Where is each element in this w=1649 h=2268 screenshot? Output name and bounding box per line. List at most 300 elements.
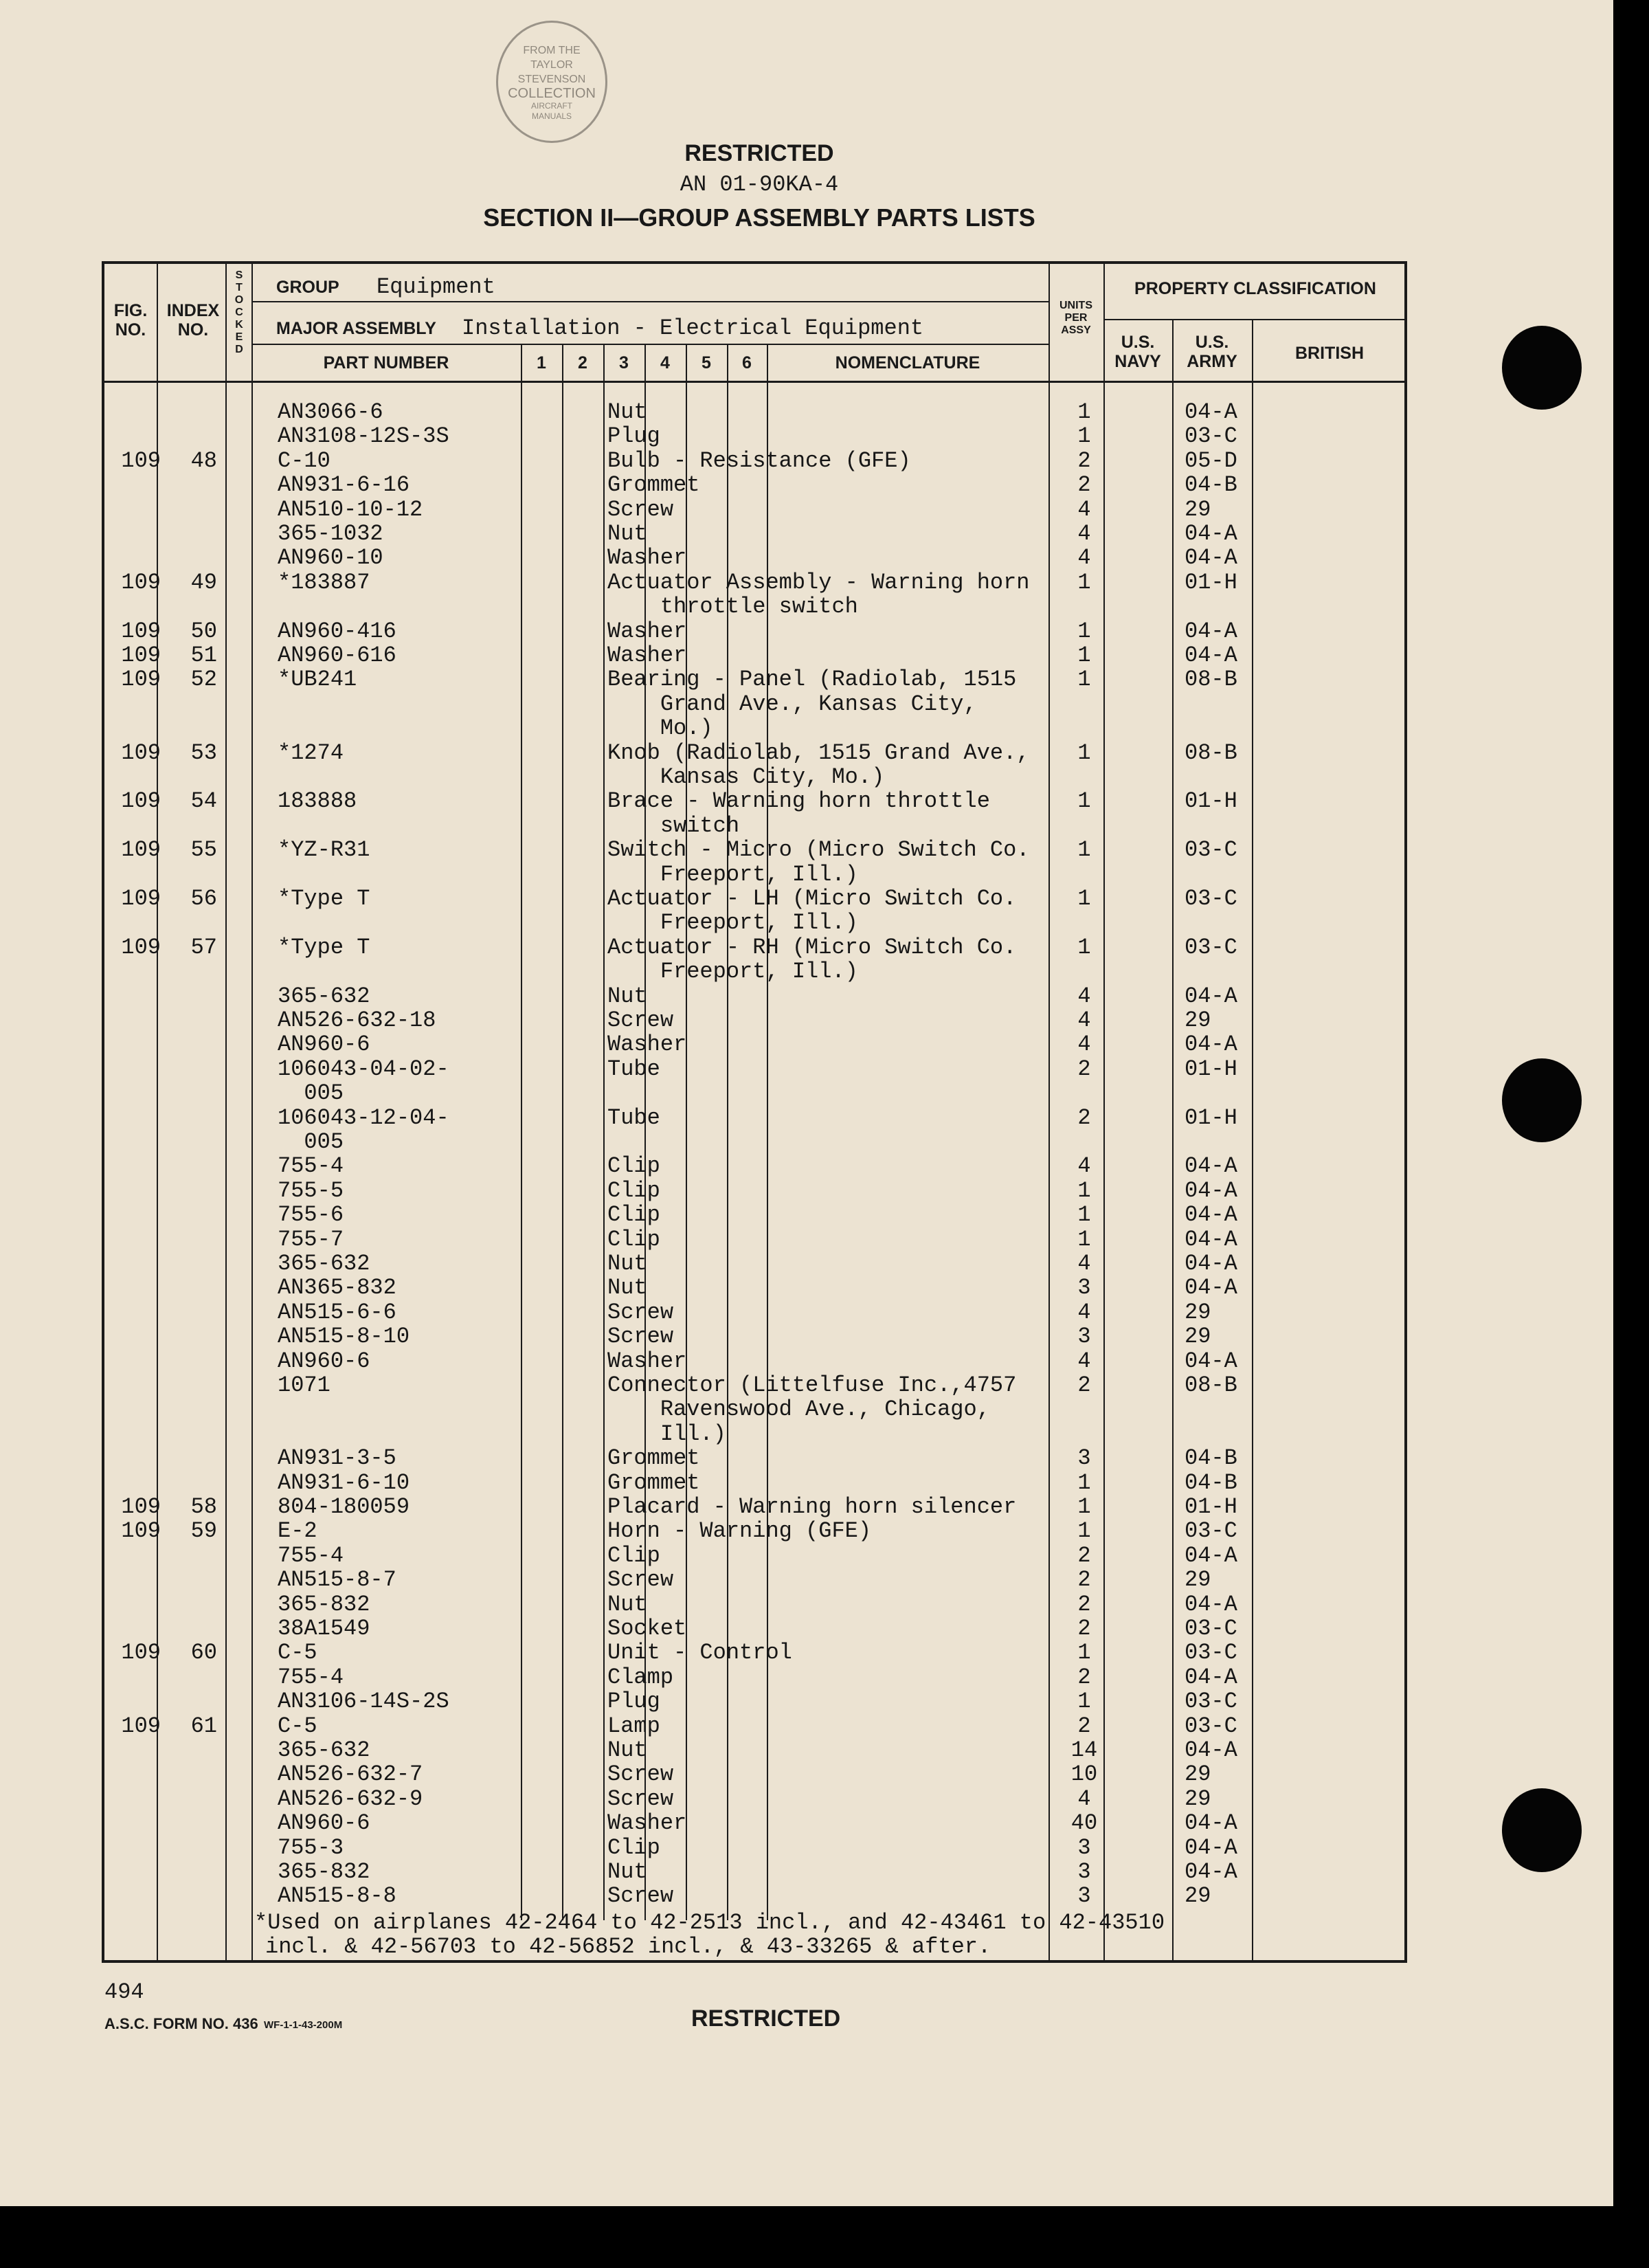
stamp-line: COLLECTION: [508, 86, 596, 101]
cell-units: 1: [1077, 1178, 1091, 1203]
major-assembly-label: MAJOR ASSEMBLY: [276, 319, 436, 338]
cell-units: 1: [1077, 619, 1091, 644]
table-row: [0, 1081, 1443, 1105]
cell-units: 1: [1077, 399, 1091, 425]
cell-units: 1: [1077, 788, 1091, 814]
cell-army: 04-A: [1185, 545, 1237, 570]
header-divider: [251, 344, 1048, 345]
table-row: [0, 1787, 1443, 1811]
table-row: [0, 498, 1443, 522]
cell-units: 3: [1077, 1859, 1091, 1885]
table-row: [0, 1592, 1443, 1616]
cell-nom: Horn - Warning (GFE): [607, 1518, 872, 1544]
table-row: [0, 789, 1443, 813]
nomenclature-header: NOMENCLATURE: [835, 353, 980, 373]
cell-army: 01-H: [1185, 1494, 1237, 1520]
cell-nom: Screw: [607, 1008, 674, 1033]
section-title: SECTION II—GROUP ASSEMBLY PARTS LISTS: [483, 203, 1035, 232]
cell-army: 04-A: [1185, 619, 1237, 644]
cell-units: 4: [1077, 1153, 1091, 1179]
cell-index: 48: [190, 448, 217, 474]
table-row: [0, 1860, 1443, 1884]
cell-army: 03-C: [1185, 423, 1237, 449]
cell-part: AN931-6-10: [278, 1470, 410, 1496]
group-value: Equipment: [377, 274, 495, 300]
cell-part: AN960-616: [278, 643, 396, 668]
restricted-footer: RESTRICTED: [691, 2005, 841, 2032]
cell-army: 04-B: [1185, 1445, 1237, 1471]
cell-part: 005: [278, 1129, 344, 1155]
cell-army: 03-C: [1185, 1713, 1237, 1739]
cell-units: 2: [1077, 1543, 1091, 1568]
table-row: [0, 1641, 1443, 1665]
cell-nom: Nut: [607, 1859, 647, 1885]
col-6-header: 6: [742, 353, 752, 373]
cell-units: 1: [1077, 1494, 1091, 1520]
cell-units: 4: [1077, 983, 1091, 1009]
cell-nom: Grommet: [607, 1445, 700, 1471]
table-row: [0, 400, 1443, 424]
cell-part: AN960-6: [278, 1348, 370, 1374]
footnote-line-1: *Used on airplanes 42-2464 to 42-2513 incl., and 42-43461 to 42-43510: [254, 1910, 1165, 1935]
cell-army: 04-B: [1185, 472, 1237, 498]
cell-army: 04-A: [1185, 1835, 1237, 1860]
cell-fig: 109: [121, 1494, 161, 1520]
table-row: [0, 911, 1443, 935]
cell-units: 3: [1077, 1883, 1091, 1909]
cell-units: 1: [1077, 667, 1091, 692]
cell-part: 755-6: [278, 1202, 344, 1227]
cell-nom: Unit - Control: [607, 1640, 792, 1665]
col-3-header: 3: [619, 353, 629, 373]
cell-part: AN510-10-12: [278, 497, 423, 522]
cell-nom: Freeport, Ill.): [607, 862, 858, 887]
table-row: [0, 1422, 1443, 1446]
document-number: AN 01-90KA-4: [680, 172, 839, 197]
cell-units: 2: [1077, 448, 1091, 474]
cell-nom: Ill.): [607, 1421, 726, 1447]
cell-part: 365-632: [278, 983, 370, 1009]
cell-army: 04-A: [1185, 1202, 1237, 1227]
cell-part: 755-3: [278, 1835, 344, 1860]
us-army-header: U.S. ARMY: [1187, 333, 1237, 371]
cell-army: 03-C: [1185, 1689, 1237, 1714]
cell-units: 1: [1077, 935, 1091, 960]
cell-units: 1: [1077, 837, 1091, 863]
cell-part: 804-180059: [278, 1494, 410, 1520]
cell-nom: Actuator Assembly - Warning horn: [607, 570, 1030, 595]
table-row: [0, 1519, 1443, 1543]
cell-part: C-5: [278, 1713, 317, 1739]
index-no-header: INDEX NO.: [166, 301, 220, 340]
cell-fig: 109: [121, 1640, 161, 1665]
header-divider: [1103, 319, 1407, 320]
cell-nom: Connector (Littelfuse Inc.,4757: [607, 1372, 1017, 1398]
cell-units: 2: [1077, 1567, 1091, 1592]
stamp-line: AIRCRAFT: [531, 101, 572, 111]
cell-nom: Switch - Micro (Micro Switch Co.: [607, 837, 1030, 863]
cell-fig: 109: [121, 448, 161, 474]
cell-nom: Washer: [607, 1348, 687, 1374]
cell-part: AN3066-6: [278, 399, 383, 425]
cell-units: 3: [1077, 1275, 1091, 1300]
cell-army: 01-H: [1185, 570, 1237, 595]
cell-nom: Grand Ave., Kansas City,: [607, 691, 977, 717]
cell-nom: Actuator - LH (Micro Switch Co.: [607, 886, 1017, 911]
cell-army: 29: [1185, 1300, 1211, 1325]
col-4-header: 4: [660, 353, 670, 373]
cell-units: 1: [1077, 1470, 1091, 1496]
cell-army: 04-A: [1185, 1665, 1237, 1690]
cell-part: AN960-6: [278, 1032, 370, 1057]
cell-part: AN515-8-8: [278, 1883, 396, 1909]
cell-part: 365-832: [278, 1592, 370, 1617]
cell-army: 05-D: [1185, 448, 1237, 474]
stocked-header: S T O C K E D: [234, 269, 244, 355]
cell-part: 755-5: [278, 1178, 344, 1203]
binder-hole: [1502, 326, 1582, 410]
cell-index: 55: [190, 837, 217, 863]
cell-units: 40: [1070, 1810, 1098, 1836]
cell-part: 755-4: [278, 1153, 344, 1179]
property-classification-header: PROPERTY CLASSIFICATION: [1134, 279, 1376, 298]
cell-army: 04-A: [1185, 1032, 1237, 1057]
table-row: [0, 1008, 1443, 1032]
cell-nom: Nut: [607, 1592, 647, 1617]
cell-nom: Nut: [607, 521, 647, 546]
cell-index: 61: [190, 1713, 217, 1739]
cell-nom: Screw: [607, 497, 674, 522]
cell-part: AN931-6-16: [278, 472, 410, 498]
cell-nom: Nut: [607, 1275, 647, 1300]
cell-nom: Grommet: [607, 1470, 700, 1496]
table-row: [0, 765, 1443, 789]
cell-part: 365-632: [278, 1251, 370, 1276]
cell-nom: Nut: [607, 399, 647, 425]
cell-units: 4: [1077, 545, 1091, 570]
cell-army: 04-A: [1185, 1348, 1237, 1374]
cell-army: 03-C: [1185, 837, 1237, 863]
table-row: [0, 1324, 1443, 1348]
cell-army: 08-B: [1185, 667, 1237, 692]
cell-nom: switch: [607, 813, 740, 838]
table-row: [0, 838, 1443, 862]
cell-units: 4: [1077, 1348, 1091, 1374]
cell-units: 4: [1077, 1251, 1091, 1276]
cell-units: 2: [1077, 1713, 1091, 1739]
cell-nom: Tube: [607, 1056, 660, 1082]
cell-nom: Plug: [607, 423, 660, 449]
cell-nom: Nut: [607, 1251, 647, 1276]
cell-army: 04-A: [1185, 1810, 1237, 1836]
group-label: GROUP: [276, 278, 339, 297]
col-1-header: 1: [537, 353, 546, 373]
cell-army: 01-H: [1185, 1056, 1237, 1082]
table-row: [0, 1811, 1443, 1835]
header-divider: [251, 301, 1048, 302]
cell-part: AN515-8-7: [278, 1567, 396, 1592]
cell-part: 106043-12-04-: [278, 1105, 449, 1131]
cell-fig: 109: [121, 935, 161, 960]
cell-units: 1: [1077, 1640, 1091, 1665]
cell-part: AN3108-12S-3S: [278, 423, 449, 449]
cell-part: AN526-632-9: [278, 1786, 423, 1812]
cell-nom: Washer: [607, 643, 687, 668]
cell-army: 04-A: [1185, 1227, 1237, 1252]
col-2-header: 2: [578, 353, 587, 373]
table-row: [0, 1689, 1443, 1713]
table-row: [0, 1179, 1443, 1203]
table-row: [0, 1714, 1443, 1738]
cell-units: 10: [1070, 1761, 1098, 1787]
cell-units: 3: [1077, 1835, 1091, 1860]
cell-fig: 109: [121, 886, 161, 911]
cell-part: AN3106-14S-2S: [278, 1689, 449, 1714]
cell-nom: Washer: [607, 619, 687, 644]
cell-index: 53: [190, 740, 217, 766]
cell-nom: Clamp: [607, 1665, 674, 1690]
table-row: [0, 1373, 1443, 1397]
cell-units: 1: [1077, 1689, 1091, 1714]
table-row: [0, 814, 1443, 838]
table-row: [0, 1665, 1443, 1689]
cell-nom: Screw: [607, 1786, 674, 1812]
cell-fig: 109: [121, 1518, 161, 1544]
cell-army: 01-H: [1185, 1105, 1237, 1131]
cell-army: 29: [1185, 1883, 1211, 1909]
cell-army: 29: [1185, 497, 1211, 522]
cell-army: 29: [1185, 1786, 1211, 1812]
header-bottom-rule: [102, 381, 1407, 383]
table-row: [0, 594, 1443, 619]
footnote-line-2: incl. & 42-56703 to 42-56852 incl., & 43-33265 & after.: [265, 1934, 991, 1959]
table-row: [0, 1300, 1443, 1324]
cell-army: 04-A: [1185, 1859, 1237, 1885]
cell-units: 1: [1077, 570, 1091, 595]
binder-hole: [1502, 1058, 1582, 1142]
cell-units: 2: [1077, 1616, 1091, 1641]
cell-units: 1: [1077, 1202, 1091, 1227]
cell-nom: Lamp: [607, 1713, 660, 1739]
cell-part: 755-7: [278, 1227, 344, 1252]
cell-army: 03-C: [1185, 935, 1237, 960]
cell-units: 3: [1077, 1324, 1091, 1349]
cell-army: 03-C: [1185, 1518, 1237, 1544]
cell-nom: Nut: [607, 1737, 647, 1763]
cell-part: 183888: [278, 788, 357, 814]
cell-nom: Screw: [607, 1300, 674, 1325]
units-per-assy-header: UNITS PER ASSY: [1059, 300, 1092, 336]
cell-nom: Screw: [607, 1883, 674, 1909]
cell-part: *1274: [278, 740, 344, 766]
cell-army: 08-B: [1185, 740, 1237, 766]
cell-nom: Screw: [607, 1761, 674, 1787]
table-row: [0, 1471, 1443, 1495]
cell-part: E-2: [278, 1518, 317, 1544]
table-row: [0, 1762, 1443, 1786]
cell-army: 29: [1185, 1761, 1211, 1787]
cell-index: 57: [190, 935, 217, 960]
table-row: [0, 1203, 1443, 1227]
col-5-header: 5: [702, 353, 711, 373]
binder-hole: [1502, 1788, 1582, 1872]
cell-units: 2: [1077, 1665, 1091, 1690]
cell-nom: Clip: [607, 1543, 660, 1568]
cell-units: 1: [1077, 1227, 1091, 1252]
cell-fig: 109: [121, 740, 161, 766]
cell-nom: Ravenswood Ave., Chicago,: [607, 1397, 990, 1422]
stamp-line: MANUALS: [531, 111, 572, 121]
cell-part: AN515-6-6: [278, 1300, 396, 1325]
cell-nom: Socket: [607, 1616, 687, 1641]
cell-index: 52: [190, 667, 217, 692]
cell-part: 38A1549: [278, 1616, 370, 1641]
part-number-header: PART NUMBER: [323, 353, 449, 373]
table-row: [0, 863, 1443, 887]
cell-army: 04-A: [1185, 1275, 1237, 1300]
cell-army: 04-B: [1185, 1470, 1237, 1496]
cell-army: 04-A: [1185, 1251, 1237, 1276]
cell-nom: Clip: [607, 1227, 660, 1252]
cell-fig: 109: [121, 788, 161, 814]
table-row: [0, 741, 1443, 765]
cell-army: 01-H: [1185, 788, 1237, 814]
cell-nom: Freeport, Ill.): [607, 910, 858, 935]
cell-nom: Clip: [607, 1202, 660, 1227]
cell-index: 54: [190, 788, 217, 814]
cell-part: AN526-632-18: [278, 1008, 436, 1033]
cell-part: 755-4: [278, 1665, 344, 1690]
cell-units: 2: [1077, 1056, 1091, 1082]
collection-stamp: [496, 21, 607, 143]
cell-fig: 109: [121, 570, 161, 595]
table-row: [0, 449, 1443, 473]
cell-army: 04-A: [1185, 1178, 1237, 1203]
cell-index: 51: [190, 643, 217, 668]
cell-army: 08-B: [1185, 1372, 1237, 1398]
cell-nom: throttle switch: [607, 594, 858, 619]
stamp-line: TAYLOR: [530, 59, 573, 71]
cell-index: 56: [190, 886, 217, 911]
table-row: [0, 692, 1443, 716]
cell-nom: Clip: [607, 1178, 660, 1203]
cell-fig: 109: [121, 1713, 161, 1739]
cell-part: *Type T: [278, 935, 370, 960]
cell-part: C-5: [278, 1640, 317, 1665]
cell-army: 04-A: [1185, 983, 1237, 1009]
cell-army: 03-C: [1185, 886, 1237, 911]
cell-army: 29: [1185, 1567, 1211, 1592]
cell-nom: Bulb - Resistance (GFE): [607, 448, 911, 474]
cell-nom: Washer: [607, 545, 687, 570]
table-row: [0, 1568, 1443, 1592]
cell-nom: Nut: [607, 983, 647, 1009]
cell-units: 4: [1077, 497, 1091, 522]
cell-fig: 109: [121, 837, 161, 863]
table-row: [0, 1616, 1443, 1641]
cell-part: *UB241: [278, 667, 357, 692]
cell-nom: Freeport, Ill.): [607, 959, 858, 984]
restricted-heading: RESTRICTED: [684, 140, 834, 166]
cell-part: AN960-10: [278, 545, 383, 570]
table-row: [0, 546, 1443, 570]
cell-part: 106043-04-02-: [278, 1056, 449, 1082]
cell-part: 005: [278, 1080, 344, 1106]
table-row: [0, 959, 1443, 983]
table-row: [0, 984, 1443, 1008]
cell-units: 2: [1077, 472, 1091, 498]
table-row: [0, 667, 1443, 691]
cell-army: 03-C: [1185, 1616, 1237, 1641]
cell-army: 04-A: [1185, 1543, 1237, 1568]
cell-index: 49: [190, 570, 217, 595]
cell-army: 04-A: [1185, 1153, 1237, 1179]
cell-index: 59: [190, 1518, 217, 1544]
table-row: [0, 1130, 1443, 1154]
cell-army: 29: [1185, 1324, 1211, 1349]
table-row: [0, 1227, 1443, 1252]
cell-index: 50: [190, 619, 217, 644]
cell-part: AN960-416: [278, 619, 396, 644]
cell-nom: Tube: [607, 1105, 660, 1131]
cell-nom: Actuator - RH (Micro Switch Co.: [607, 935, 1017, 960]
cell-part: *YZ-R31: [278, 837, 370, 863]
cell-army: 03-C: [1185, 1640, 1237, 1665]
table-row: [0, 424, 1443, 448]
table-row: [0, 1738, 1443, 1762]
cell-part: 365-632: [278, 1737, 370, 1763]
cell-part: 1071: [278, 1372, 330, 1398]
cell-fig: 109: [121, 667, 161, 692]
cell-nom: Clip: [607, 1835, 660, 1860]
cell-part: AN365-832: [278, 1275, 396, 1300]
cell-units: 3: [1077, 1445, 1091, 1471]
cell-army: 04-A: [1185, 643, 1237, 668]
fig-no-header: FIG. NO.: [113, 301, 148, 340]
cell-nom: Clip: [607, 1153, 660, 1179]
cell-units: 4: [1077, 1300, 1091, 1325]
cell-nom: Washer: [607, 1032, 687, 1057]
table-row: [0, 716, 1443, 740]
cell-index: 60: [190, 1640, 217, 1665]
cell-nom: Knob (Radiolab, 1515 Grand Ave.,: [607, 740, 1030, 766]
cell-nom: Plug: [607, 1689, 660, 1714]
cell-fig: 109: [121, 643, 161, 668]
table-row: [0, 1057, 1443, 1081]
cell-units: 2: [1077, 1592, 1091, 1617]
form-number: A.S.C. FORM NO. 436: [104, 2015, 258, 2032]
table-row: [0, 473, 1443, 497]
us-navy-header: U.S. NAVY: [1114, 333, 1161, 371]
cell-units: 4: [1077, 1032, 1091, 1057]
stamp-line: FROM THE: [523, 45, 581, 56]
cell-part: *183887: [278, 570, 370, 595]
table-row: [0, 1106, 1443, 1130]
british-header: BRITISH: [1295, 344, 1364, 363]
cell-part: C-10: [278, 448, 330, 474]
cell-nom: Brace - Warning horn throttle: [607, 788, 990, 814]
cell-fig: 109: [121, 619, 161, 644]
cell-units: 1: [1077, 423, 1091, 449]
cell-army: 04-A: [1185, 1737, 1237, 1763]
major-assembly-value: Installation - Electrical Equipment: [462, 315, 924, 341]
table-row: [0, 619, 1443, 643]
table-row: [0, 522, 1443, 546]
cell-nom: Washer: [607, 1810, 687, 1836]
cell-units: 4: [1077, 1786, 1091, 1812]
cell-part: 365-1032: [278, 521, 383, 546]
table-row: [0, 1349, 1443, 1373]
